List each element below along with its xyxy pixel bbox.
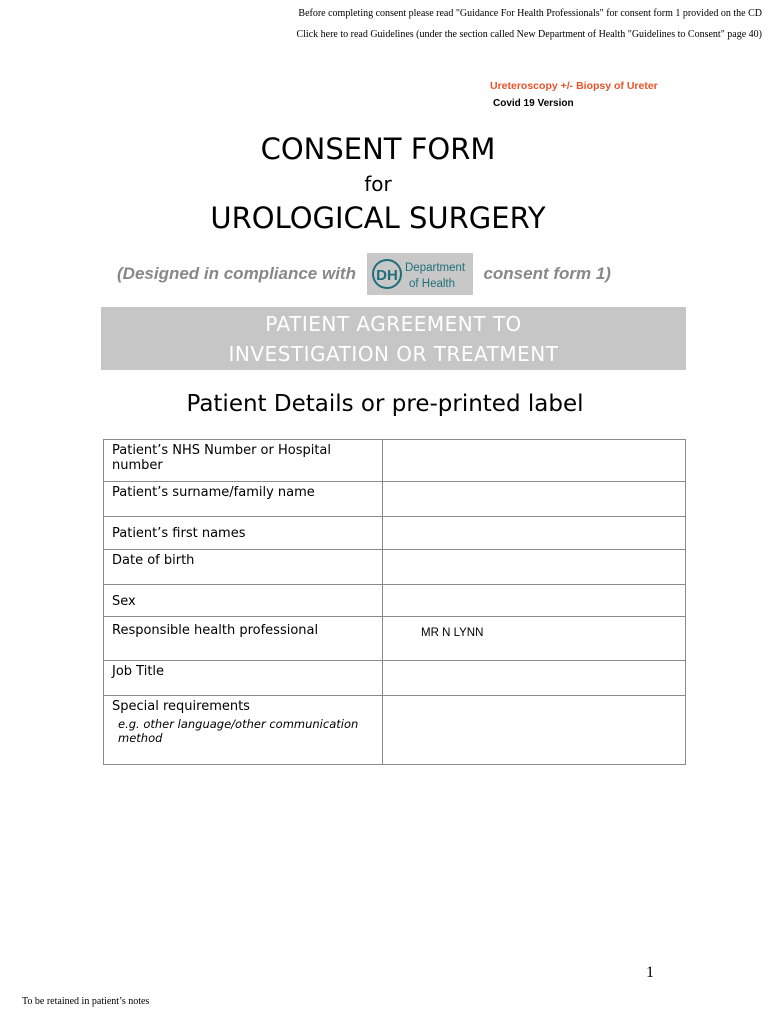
guidance-note: Before completing consent please read "Guidance For Health Professionals" for consent form 1 provided on the CD [298, 8, 762, 19]
surname-field[interactable] [383, 482, 686, 517]
nhs-number-field[interactable] [383, 440, 686, 482]
banner-line1: PATIENT AGREEMENT TO [265, 312, 522, 336]
job-title-label: Job Title [104, 661, 383, 696]
responsible-professional-field[interactable]: MR N LYNN [383, 617, 686, 661]
patient-details-heading: Patient Details or pre-printed label [186, 391, 584, 417]
logo-line2: of Health [408, 278, 455, 290]
sex-field[interactable] [383, 585, 686, 617]
date-of-birth-label: Date of birth [104, 550, 383, 585]
guidelines-link[interactable]: Click here to read Guidelines (under the section called New Department of Health "Guidelines to Consent" page 40) [296, 29, 762, 40]
table-row [104, 696, 686, 765]
compliance-text-before: (Designed in compliance with [117, 264, 356, 283]
form-title-for: for [364, 172, 392, 196]
patient-details-table [103, 439, 686, 765]
page-number: 1 [646, 964, 654, 981]
first-names-field[interactable] [383, 517, 686, 550]
table-row [104, 661, 686, 696]
form-subtitle: UROLOGICAL SURGERY [210, 201, 546, 235]
special-requirements-field[interactable] [383, 696, 686, 765]
table-row [104, 482, 686, 517]
department-of-health-logo [367, 253, 473, 295]
responsible-professional-label: Responsible health professional [104, 617, 383, 661]
table-row [104, 585, 686, 617]
nhs-number-label: Patient’s NHS Number or Hospital number [104, 440, 383, 482]
compliance-text-after: consent form 1) [483, 264, 611, 283]
table-row [104, 440, 686, 482]
patient-agreement-banner [101, 307, 686, 370]
procedure-name: Ureteroscopy +/- Biopsy of Ureter [490, 80, 658, 92]
logo-line1: Department [404, 262, 465, 274]
special-requirements-title: Special requirements [112, 699, 250, 714]
logo-initials: DH [375, 267, 398, 284]
compliance-statement [117, 253, 611, 295]
table-row [104, 550, 686, 585]
special-requirements-label [104, 696, 383, 765]
first-names-label: Patient’s first names [104, 517, 383, 550]
surname-label: Patient’s surname/family name [104, 482, 383, 517]
retain-note: To be retained in patient’s notes [22, 996, 150, 1007]
job-title-field[interactable] [383, 661, 686, 696]
form-title: CONSENT FORM [260, 132, 496, 166]
banner-line2: INVESTIGATION OR TREATMENT [228, 342, 559, 366]
special-requirements-note: e.g. other language/other communication method [118, 717, 359, 745]
sex-label: Sex [104, 585, 383, 617]
date-of-birth-field[interactable] [383, 550, 686, 585]
table-row [104, 617, 686, 661]
table-row [104, 517, 686, 550]
form-version: Covid 19 Version [493, 98, 574, 109]
